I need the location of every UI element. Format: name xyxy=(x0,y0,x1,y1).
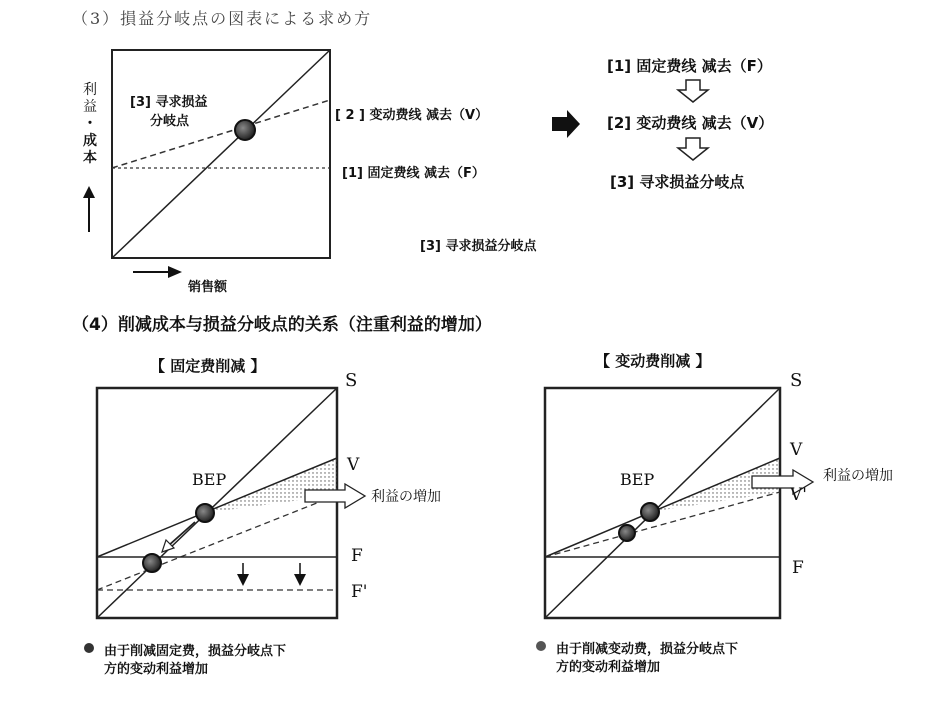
x-axis-label: 销售额 xyxy=(188,280,228,295)
y-axis-char-4: 成 xyxy=(83,133,97,149)
y-axis-char-3: ・ xyxy=(83,116,97,132)
step-arrow-1 xyxy=(678,80,708,102)
step3-inside-label: [3] 寻求损益 xyxy=(130,95,208,110)
right-label-F: F xyxy=(792,558,804,578)
right-profit-increase-label: 利益の増加 xyxy=(823,468,893,484)
variable-cut-title: 【 变动费削减 】 xyxy=(595,352,711,370)
step-arrow-2 xyxy=(678,138,708,160)
section4-heading: （4）削减成本与损益分岐点的关系（注重利益的增加） xyxy=(72,315,492,335)
variable-cut-sales-line xyxy=(545,388,780,618)
variable-cut-bep-new xyxy=(619,525,635,541)
step-3: [3] 寻求损益分岐点 xyxy=(610,173,745,191)
step-1: [1] 固定费线 减去（F） xyxy=(607,57,772,75)
sales-line xyxy=(112,50,330,258)
y-axis-char-2: 益 xyxy=(83,99,97,115)
down-arrow-1 xyxy=(237,574,249,586)
variable-cut-variable-line xyxy=(545,458,780,557)
right-note-bullet xyxy=(536,641,546,651)
bep-point xyxy=(235,120,255,140)
variable-cut-bep-old xyxy=(641,503,659,521)
left-label-V: V xyxy=(347,455,360,475)
variable-cost-label: [ 2 ] 变动费线 减去（V） xyxy=(335,108,489,123)
left-label-F: F xyxy=(351,546,363,566)
fixed-cost-label: [1] 固定费线 减去（F） xyxy=(342,166,485,181)
down-arrow-2 xyxy=(294,574,306,586)
y-axis-char-1: 利 xyxy=(83,82,97,98)
left-label-BEP: BEP xyxy=(192,470,227,489)
right-label-V-prime: V' xyxy=(790,485,807,505)
y-axis-char-5: 本 xyxy=(83,150,97,166)
left-note-bullet xyxy=(84,643,94,653)
fixed-cut-title: 【 固定费削减 】 xyxy=(150,357,266,375)
variable-cost-line xyxy=(112,100,330,168)
left-note-line-2: 方的变动利益增加 xyxy=(104,662,209,677)
right-label-BEP: BEP xyxy=(620,470,655,489)
step-2: [2] 变动费线 减去（V） xyxy=(607,114,774,132)
step3-inside-label-2: 分岐点 xyxy=(150,114,190,129)
right-note-line-1: 由于削减变动费，损益分岐点下 xyxy=(556,642,739,657)
left-label-S: S xyxy=(345,370,358,391)
right-note-line-2: 方的变动利益增加 xyxy=(556,660,661,675)
x-axis-arrowhead xyxy=(168,266,182,278)
step3-below-label: [3] 寻求损益分岐点 xyxy=(420,239,537,254)
right-label-V: V xyxy=(790,440,803,460)
y-axis-arrowhead xyxy=(83,186,95,198)
fixed-cut-bep-old xyxy=(196,504,214,522)
right-label-S: S xyxy=(790,370,803,391)
left-note-line-1: 由于削减固定费，损益分岐点下 xyxy=(104,644,287,659)
y-axis-label xyxy=(82,82,98,167)
section3-heading: （3）損益分岐点の図表による求め方 xyxy=(72,9,373,28)
big-right-arrow xyxy=(552,110,580,138)
left-profit-increase-label: 利益の増加 xyxy=(371,489,441,505)
left-label-F-prime: F' xyxy=(351,582,368,602)
variable-cut-new-variable-line xyxy=(545,492,780,557)
fixed-cut-bep-new xyxy=(143,554,161,572)
